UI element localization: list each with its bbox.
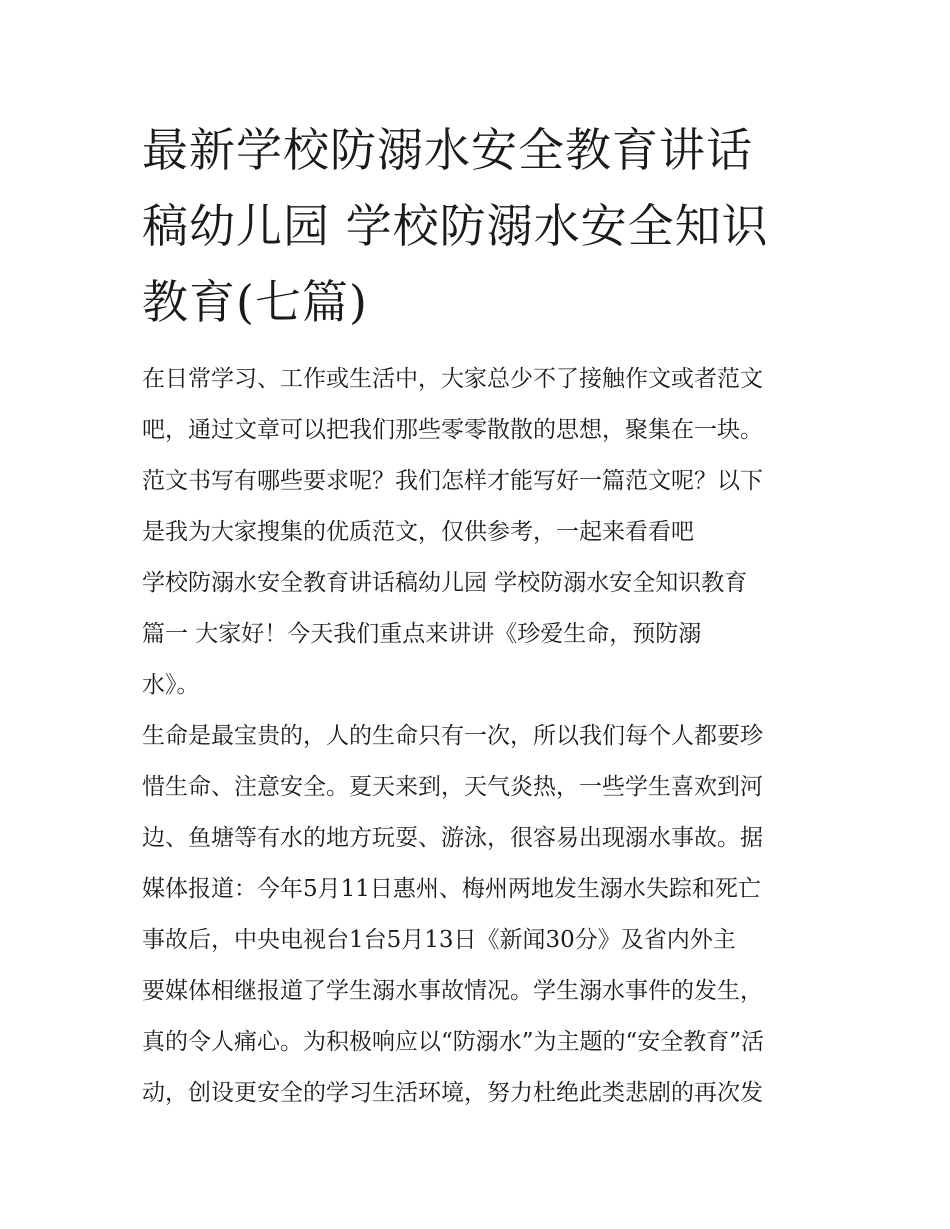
- paragraph-section-one-body: 生命是最宝贵的，人的生命只有一次，所以我们每个人都要珍 惜生命、注意安全。夏天来到，天气炎热，一些学生喜欢到河 边、鱼塘等有水的地方玩耍、游泳，很容易出现溺水事故。据 媒体报道：今年5月11日惠州、梅州两地发生溺水失踪和死亡 事故后，中央电视台1台5月13日《新闻30分》及省内外主 要媒体相继报道了学生溺水事故情况。学生溺水事件的发生， 真的令人痛心。为积极响应以“防溺水”为主题的“安全教育”活 动，创设更安全的学习生活环境，努力杜绝此类悲剧的再次发: [142, 723, 765, 1106]
- document-title: 最新学校防溺水安全教育讲话 稿幼儿园 学校防溺水安全知识 教育(七篇): [142, 123, 769, 329]
- paragraph-section-one-heading: 学校防溺水安全教育讲话稿幼儿园 学校防溺水安全知识教育 篇一 大家好！今天我们重点来讲讲《珍爱生命，预防溺 水》。: [142, 570, 748, 698]
- paragraph-intro: 在日常学习、工作或生活中，大家总少不了接触作文或者范文 吧，通过文章可以把我们那些零零散散的思想，聚集在一块。 范文书写有哪些要求呢？我们怎样才能写好一篇范文呢？以下 是我为大家搜集的优质范文，仅供参考，一起来看看吧: [142, 366, 763, 545]
